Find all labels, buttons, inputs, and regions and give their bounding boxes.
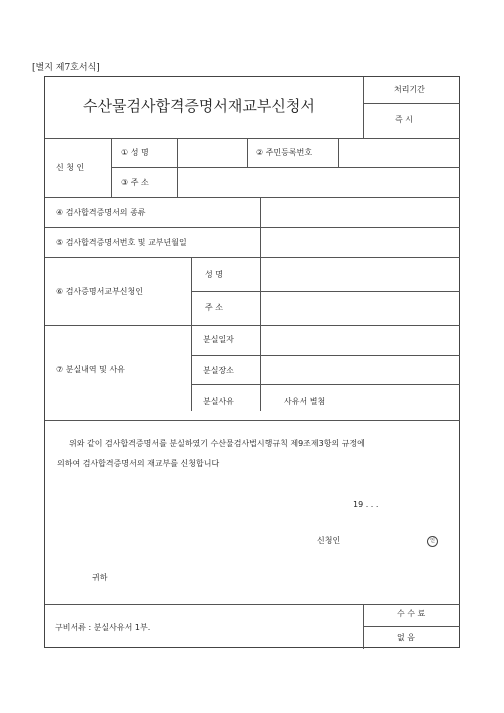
statement-line-1: 위와 같이 검사합격증명서를 분실하였기 수산물검사법시행규칙 제9조제3항의 규정에	[69, 439, 365, 448]
cert-number-date-label: ⑤ 검사합격증명서번호 및 교부년월일	[56, 238, 187, 247]
row-line	[45, 227, 460, 228]
applicant-signature-label: 신청인	[317, 536, 341, 545]
row-line	[45, 257, 460, 258]
issued-name-label: 성 명	[205, 270, 223, 279]
application-form	[44, 76, 460, 648]
form-title: 수산물검사합격증명서재교부신청서	[83, 97, 315, 115]
row-line	[45, 197, 460, 198]
loss-detail-label: ⑦ 분실내역 및 사유	[56, 365, 125, 374]
processing-divider	[363, 103, 460, 104]
processing-label: 처리기간	[394, 85, 425, 94]
processing-value: 즉 시	[395, 115, 413, 124]
row-line	[191, 384, 460, 385]
fee-label: 수 수 료	[397, 609, 426, 618]
row-line	[45, 325, 460, 326]
name-id-divider	[247, 138, 248, 167]
address-label: ③ 주 소	[121, 178, 149, 187]
row-line	[191, 291, 460, 292]
fee-line	[363, 626, 460, 627]
row-line	[45, 138, 460, 139]
id-value-divider	[338, 138, 339, 167]
issued-person-label: ⑥ 검사증명서교부신청인	[56, 287, 143, 296]
seal-mark: 인	[427, 536, 438, 547]
required-documents: 구비서류 : 분실사유서 1부.	[55, 623, 151, 632]
row-line	[111, 167, 460, 168]
loss-place-label: 분실장소	[203, 366, 234, 375]
addressee-label: 귀하	[92, 573, 108, 582]
row-line	[191, 355, 460, 356]
row-line	[45, 420, 460, 421]
cert-type-label: ④ 검사합격증명서의 종류	[56, 208, 146, 217]
statement-line-2: 의하여 검사합격증명서의 재교부를 신청합니다	[57, 459, 220, 468]
loss-reason-value: 사유서 별첨	[284, 397, 326, 406]
loss-date-label: 분실일자	[203, 335, 234, 344]
row-divider	[191, 257, 192, 411]
fee-value: 없 음	[397, 633, 415, 642]
row-line	[45, 604, 460, 605]
issued-address-label: 주 소	[205, 303, 223, 312]
application-date: 19 . . .	[353, 500, 379, 509]
title-divider	[363, 77, 364, 138]
row-divider	[260, 257, 261, 411]
loss-reason-label: 분실사유	[203, 397, 234, 406]
form-number: [별지 제7호서식]	[32, 63, 100, 73]
name-label: ① 성 명	[121, 148, 149, 157]
applicant-label: 신 청 인	[56, 163, 85, 172]
id-number-label: ② 주민등록번호	[256, 148, 313, 157]
